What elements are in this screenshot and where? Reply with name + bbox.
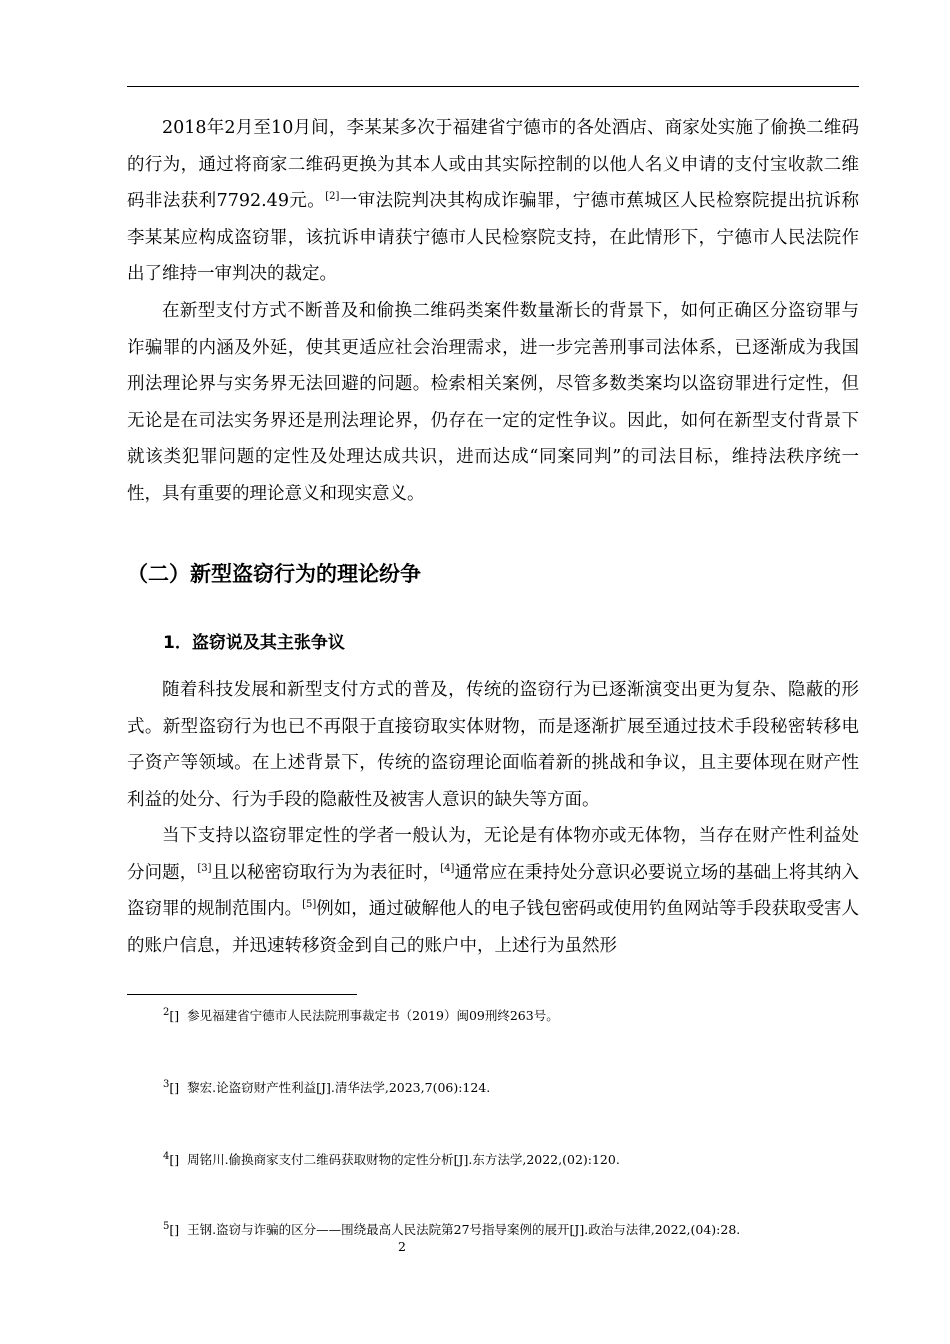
citation-ref-3[interactable]: [3] (197, 862, 212, 874)
footnote-text: 周铭川.偷换商家支付二维码获取财物的定性分析[J].东方法学,2022,(02):120. (187, 1152, 620, 1167)
paragraph-4 (127, 818, 859, 964)
footnote-text: 王钢.盗窃与诈骗的区分——围绕最高人民法院第27号指导案例的展开[J].政治与法律,2022,(04):28. (187, 1222, 741, 1237)
paragraph-1-text: 2018年2月至10月间，李某某多次于福建省宁德市的各处酒店、商家处实施了偷换二维码的行为，通过将商家二维码更换为其本人或由其实际控制的以他人名义申请的支付宝收款二维码非法获利7792.49元。 (127, 118, 859, 212)
paragraph-4-text-c: 通常应在秉持处分意识必要说立场的基础上将其纳入盗窃罪的规制范围内。 (127, 862, 860, 920)
footnote-5 (163, 1220, 740, 1238)
paragraph-4-text: 当下支持以盗窃罪定性的学者一般认为，无论是有体物亦或无体物，当存在财产性利益处分问题， (127, 826, 859, 883)
header-rule (127, 86, 859, 87)
page-number: 2 (398, 1239, 406, 1254)
paragraph-1-text-cont: 一审法院判决其构成诈骗罪，宁德市蕉城区人民检察院提出抗诉称李某某应构成盗窃罪，该抗诉申请获宁德市人民检察院支持，在此情形下，宁德市人民法院作出了维持一审判决的裁定。 (127, 191, 860, 285)
footnote-mark: [] (169, 1080, 180, 1095)
paragraph-3 (127, 672, 859, 818)
citation-ref-2[interactable]: [2] (325, 191, 340, 203)
paragraph-1 (127, 110, 859, 293)
footnote-number: 5 (163, 1220, 170, 1232)
citation-ref-5[interactable]: [5] (302, 899, 317, 911)
paragraph-4-text-d: 例如，通过破解他人的电子钱包密码或使用钓鱼网站等手段获取受害人的账户信息，并迅速转移资金到自己的账户中，上述行为虽然形 (127, 899, 860, 956)
footnote-separator (127, 994, 357, 995)
paragraph-4-text-b: 且以秘密窃取行为为表征时， (211, 862, 441, 883)
paragraph-2-text: 在新型支付方式不断普及和偷换二维码类案件数量渐长的背景下，如何正确区分盗窃罪与诈骗罪的内涵及外延，使其更适应社会治理需求，进一步完善刑事司法体系，已逐渐成为我国刑法理论界与实务界无法回避的问题。检索相关案例，尽管多数类案均以盗窃罪进行定性，但无论是在司法实务界还是刑法理论界，仍存在一定的定性争议。因此，如何在新型支付背景下就该类犯罪问题的定性及处理达成共识，进而达成“同案同判”的司法目标，维持法秩序统一性，具有重要的理论意义和现实意义。 (127, 301, 859, 504)
footnote-number: 4 (163, 1150, 170, 1162)
subsection-heading: 1．盗窃说及其主张争议 (163, 633, 345, 653)
footnote-number: 3 (163, 1078, 170, 1090)
section-heading: （二）新型盗窃行为的理论纷争 (127, 562, 421, 586)
footnote-text: 参见福建省宁德市人民法院刑事裁定书（2019）闽09刑终263号。 (187, 1008, 559, 1023)
footnote-number: 2 (163, 1006, 170, 1018)
footnote-mark: [] (169, 1152, 180, 1167)
citation-ref-4[interactable]: [4] (440, 862, 455, 874)
paragraph-3-text: 随着科技发展和新型支付方式的普及，传统的盗窃行为已逐渐演变出更为复杂、隐蔽的形式。新型盗窃行为也已不再限于直接窃取实体财物，而是逐渐扩展至通过技术手段秘密转移电子资产等领域。在上述背景下，传统的盗窃理论面临着新的挑战和争议，且主要体现在财产性利益的处分、行为手段的隐蔽性及被害人意识的缺失等方面。 (127, 680, 859, 810)
footnote-mark: [] (169, 1222, 180, 1237)
footnote-4 (163, 1150, 620, 1168)
paragraph-2 (127, 293, 859, 513)
footnote-3 (163, 1078, 490, 1096)
footnote-text: 黎宏.论盗窃财产性利益[J].清华法学,2023,7(06):124. (187, 1080, 491, 1095)
footnote-2 (163, 1006, 559, 1024)
footnote-mark: [] (169, 1008, 180, 1023)
